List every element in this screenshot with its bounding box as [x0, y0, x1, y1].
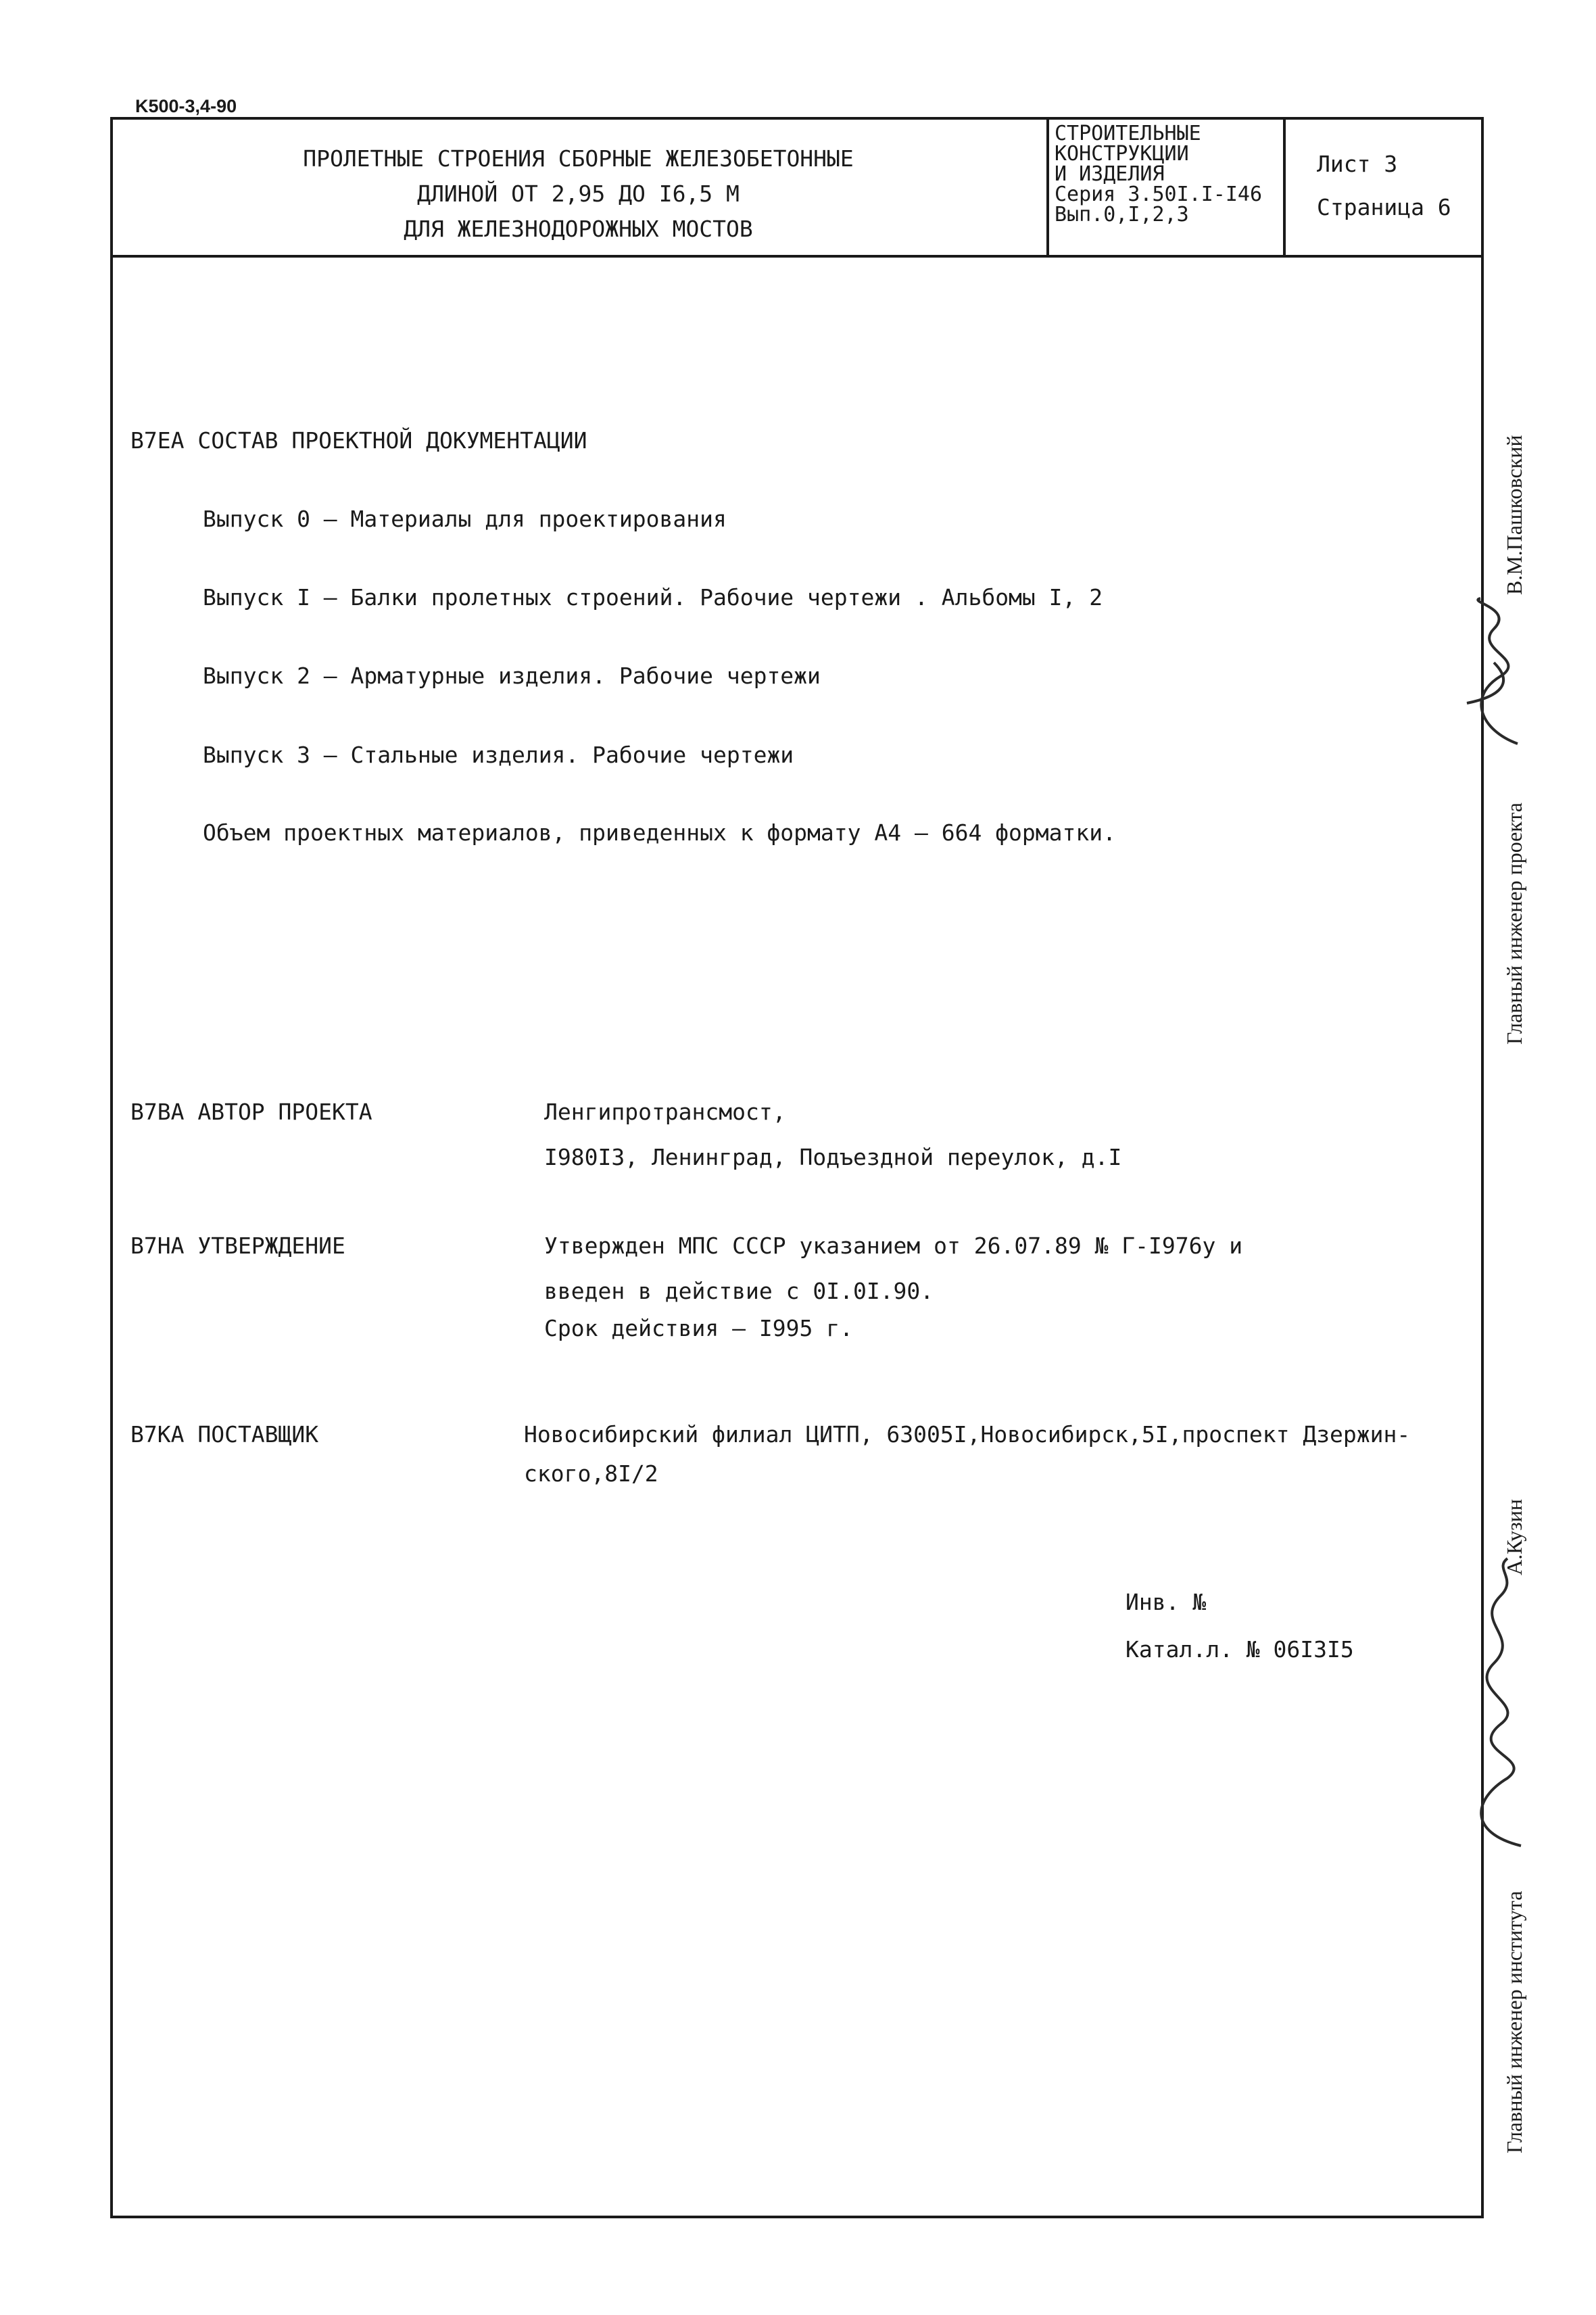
title-block-divider-2 [1283, 117, 1286, 255]
series-line: КОНСТРУКЦИИ [1055, 142, 1189, 166]
approval-label: B7HA УТВЕРЖДЕНИЕ [130, 1233, 345, 1259]
document-title [110, 141, 1046, 247]
approval-line: Срок действия – I995 г. [544, 1315, 853, 1341]
issue-item: Выпуск 0 – Материалы для проектирования [203, 506, 727, 532]
author-label: B7BA АВТОР ПРОЕКТА [130, 1099, 372, 1125]
series-line: Вып.0,I,2,3 [1055, 203, 1189, 226]
issue-item: Выпуск 2 – Арматурные изделия. Рабочие чертежи [203, 663, 821, 689]
chief-engineer-institute-name: А.Кузин [1502, 1499, 1526, 1575]
title-line: ДЛИНОЙ ОТ 2,95 ДО I6,5 М [417, 181, 740, 207]
chief-engineer-project-label: Главный инженер проекта [1502, 802, 1526, 1045]
supplier-label: B7KA ПОСТАВЩИК [130, 1421, 319, 1448]
series-line: СТРОИТЕЛЬНЫЕ [1055, 122, 1201, 145]
supplier-line: Новосибирский филиал ЦИТП, 63005I,Новосибирск,5I,проспект Дзержин- [524, 1421, 1411, 1448]
inventory-number: Инв. № [1126, 1589, 1207, 1615]
series-info [1055, 124, 1262, 225]
sheet-number: Лист 3 [1317, 151, 1398, 177]
page-number: Страница 6 [1317, 194, 1451, 220]
title-line: ДЛЯ ЖЕЛЕЗНОДОРОЖНЫХ МОСТОВ [404, 216, 753, 242]
author-line: I980I3, Ленинград, Подъездной переулок, д.I [544, 1144, 1122, 1170]
title-block-divider-1 [1046, 117, 1049, 255]
signature-institute-icon [1453, 1555, 1534, 1853]
series-line: Серия 3.50I.I-I46 [1055, 183, 1263, 206]
signature-project-icon [1453, 595, 1534, 750]
chief-engineer-project-name: В.М.Пашковский [1502, 435, 1526, 595]
approval-line: Утвержден МПС СССР указанием от 26.07.89 № Г-I976у и [544, 1233, 1243, 1259]
issue-item: Выпуск 3 – Стальные изделия. Рабочие чертежи [203, 742, 794, 768]
title-line: ПРОЛЕТНЫЕ СТРОЕНИЯ СБОРНЫЕ ЖЕЛЕЗОБЕТОННЫЕ [303, 145, 854, 172]
volume-note: Объем проектных материалов, приведенных к формату А4 – 664 форматки. [203, 819, 1117, 846]
author-line: Ленгипротрансмост, [544, 1099, 786, 1125]
chief-engineer-institute-label: Главный инженер института [1502, 1890, 1526, 2153]
document-code: K500-3,4-90 [135, 96, 237, 116]
approval-line: введен в действие с 0I.0I.90. [544, 1278, 934, 1304]
issue-item: Выпуск I – Балки пролетных строений. Рабочие чертежи . Альбомы I, 2 [203, 584, 1103, 611]
title-block [110, 117, 1484, 258]
supplier-line: ского,8I/2 [524, 1460, 658, 1487]
composition-heading: B7EA СОСТАВ ПРОЕКТНОЙ ДОКУМЕНТАЦИИ [130, 427, 587, 454]
sheet-info [1317, 143, 1451, 229]
catalog-number: Катал.л. № 06I3I5 [1126, 1636, 1354, 1663]
series-line: И ИЗДЕЛИЯ [1055, 162, 1165, 186]
